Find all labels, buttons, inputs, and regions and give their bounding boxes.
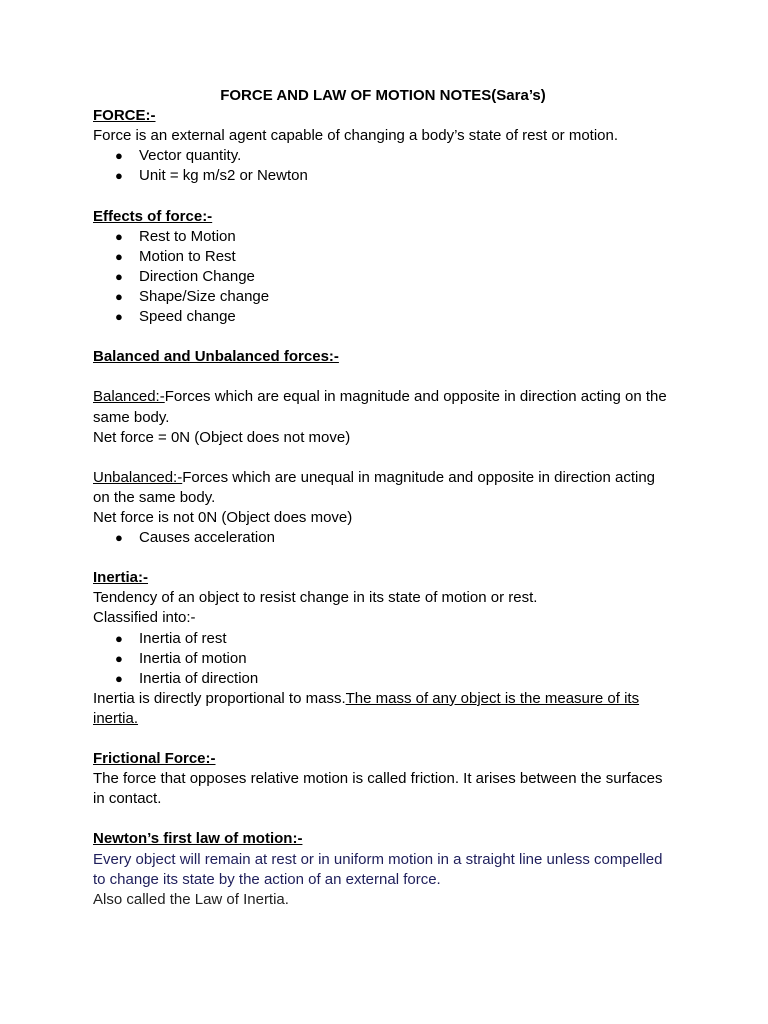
balanced-net-force: Net force = 0N (Object does not move) [93, 428, 351, 446]
notes-content [93, 86, 673, 910]
inertia-mass-statement: Inertia is directly proportional to mass.The mass of any object is the measure of its inertia. [93, 689, 640, 727]
law-of-inertia-note: Also called the Law of Inertia. [93, 890, 289, 908]
list-item: ● Unit = kg m/s2 or Newton [93, 166, 673, 186]
bullet-icon: ● [115, 530, 123, 546]
bullet-icon: ● [115, 630, 123, 646]
bullet-icon: ● [115, 650, 123, 666]
force-definition: Force is an external agent capable of changing a body’s state of rest or motion. [93, 127, 619, 145]
list-item: ● Vector quantity. [93, 146, 673, 166]
page-title: FORCE AND LAW OF MOTION NOTES(Sara’s) [220, 87, 546, 104]
bullet-icon: ● [115, 168, 123, 184]
effects-heading: Effects of force:- [93, 207, 213, 225]
list-item: ● Causes acceleration [93, 528, 673, 548]
bullet-icon: ● [115, 148, 123, 164]
bullet-icon: ● [115, 288, 123, 304]
unbalanced-definition: Unbalanced:-Forces which are unequal in magnitude and opposite in direction acting on the same body. [93, 468, 656, 506]
newton-first-law-statement: Every object will remain at rest or in uniform motion in a straight line unless compelled to change its state by the action of an external force. [93, 850, 663, 888]
list-item: ● Inertia of motion [93, 649, 673, 669]
inertia-bullet-list [93, 629, 673, 689]
list-item: ● Speed change [93, 307, 673, 327]
bullet-icon: ● [115, 248, 123, 264]
list-item: ● Rest to Motion [93, 227, 673, 247]
unbalanced-net-force: Net force is not 0N (Object does move) [93, 508, 353, 526]
inertia-measure: The mass of any object is the measure of its inertia. [93, 689, 640, 727]
bullet-icon: ● [115, 309, 123, 325]
list-item: ● Inertia of rest [93, 629, 673, 649]
balanced-unbalanced-heading: Balanced and Unbalanced forces:- [93, 348, 339, 366]
bullet-icon: ● [115, 670, 123, 686]
unbalanced-label: Unbalanced:- [93, 468, 183, 486]
inertia-heading: Inertia:- [93, 569, 149, 587]
bullet-icon: ● [115, 228, 123, 244]
balanced-label: Balanced:- [93, 388, 165, 406]
list-item: ● Shape/Size change [93, 287, 673, 307]
inertia-definition: Tendency of an object to resist change in its state of motion or rest. [93, 589, 538, 607]
friction-definition: The force that opposes relative motion is called friction. It arises between the surfaces in contact. [93, 770, 663, 808]
list-item: ● Inertia of direction [93, 669, 673, 689]
force-bullet-list [93, 146, 673, 186]
bullet-icon: ● [115, 268, 123, 284]
unbalanced-bullet-list [93, 528, 673, 548]
newton-first-law-heading: Newton’s first law of motion:- [93, 830, 303, 848]
friction-heading: Frictional Force:- [93, 750, 216, 768]
balanced-definition: Balanced:-Forces which are equal in magnitude and opposite in direction acting on the same body. [93, 388, 667, 426]
inertia-classified: Classified into:- [93, 609, 196, 627]
list-item: ● Motion to Rest [93, 247, 673, 267]
force-heading: FORCE:- [93, 107, 156, 125]
effects-bullet-list [93, 227, 673, 327]
list-item: ● Direction Change [93, 267, 673, 287]
